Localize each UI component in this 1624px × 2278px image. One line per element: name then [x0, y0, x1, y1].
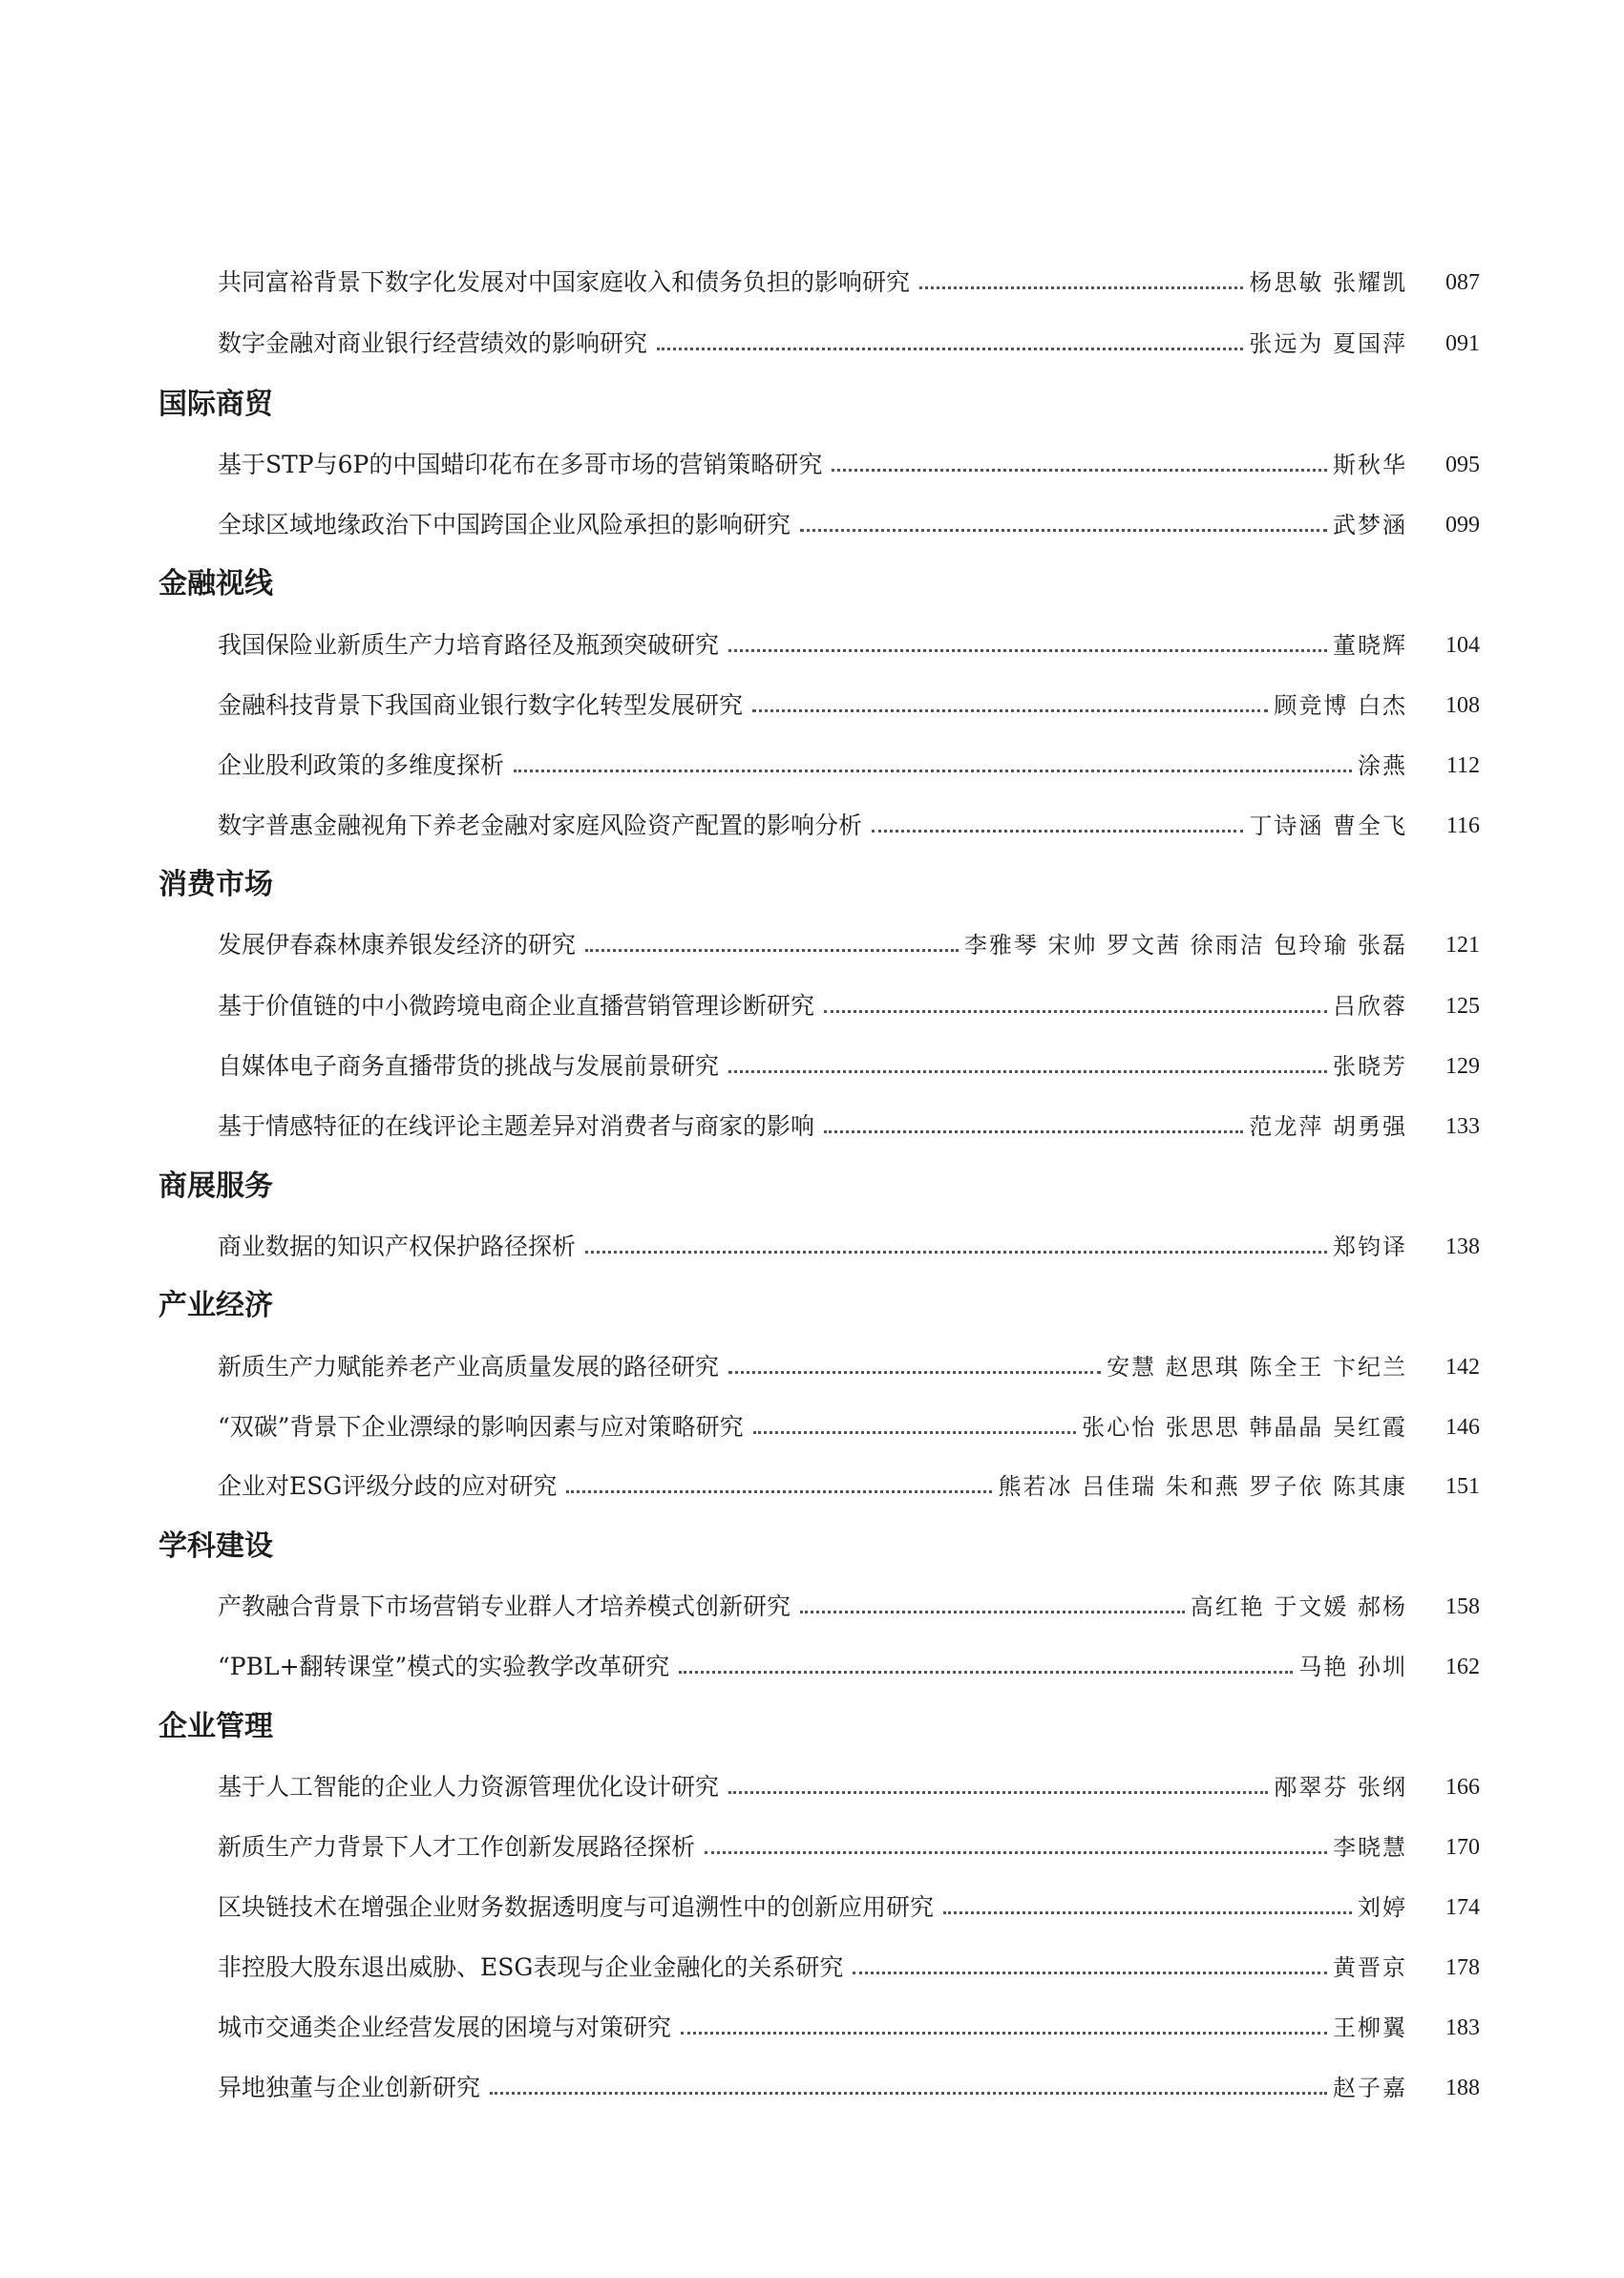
entry-page-number: 183	[1445, 2015, 1480, 2040]
entry-page-number: 162	[1445, 1655, 1480, 1679]
entry-authors: 张晓芳	[1333, 1053, 1407, 1080]
toc-entry[interactable]	[218, 1828, 1480, 1863]
entry-authors: 马艳 孙圳	[1298, 1654, 1407, 1680]
entry-page-number: 188	[1445, 2076, 1480, 2100]
entry-title: 我国保险业新质生产力培育路径及瓶颈突破研究	[218, 631, 720, 659]
entry-page-number: 104	[1445, 633, 1480, 658]
entry-title: 数字金融对商业银行经营绩效的影响研究	[218, 329, 648, 357]
dot-leader	[753, 1431, 1077, 1434]
entry-page-number: 138	[1445, 1234, 1480, 1259]
entry-title: 金融科技背景下我国商业银行数字化转型发展研究	[218, 691, 744, 719]
section-heading: 产业经济	[158, 1289, 273, 1322]
toc-entry[interactable]	[218, 2069, 1480, 2103]
entry-title: 新质生产力背景下人才工作创新发展路径探析	[218, 1833, 696, 1861]
dot-leader	[824, 1130, 1243, 1133]
dot-leader	[585, 1251, 1327, 1254]
section-heading: 企业管理	[158, 1710, 273, 1743]
dot-leader	[490, 2092, 1327, 2095]
entry-authors: 顾竞博 白杰	[1274, 692, 1407, 719]
entry-page-number: 158	[1445, 1594, 1480, 1619]
entry-page-number: 166	[1445, 1775, 1480, 1800]
entry-page-number: 108	[1445, 693, 1480, 718]
entry-authors: 杨思敏 张耀凯	[1249, 269, 1407, 296]
entry-authors: 赵子嘉	[1333, 2075, 1407, 2101]
dot-leader	[824, 1010, 1327, 1013]
entry-authors: 张远为 夏国萍	[1249, 330, 1407, 357]
dot-leader	[943, 1911, 1352, 1914]
toc-entry[interactable]	[218, 1949, 1480, 1983]
entry-title: 基于人工智能的企业人力资源管理优化设计研究	[218, 1773, 720, 1801]
section-heading: 国际商贸	[158, 388, 273, 421]
toc-entry[interactable]	[218, 686, 1480, 721]
entry-title: 产教融合背景下市场营销专业群人才培养模式创新研究	[218, 1592, 791, 1620]
dot-leader	[752, 709, 1268, 712]
entry-title: 企业股利政策的多维度探析	[218, 751, 505, 779]
entry-page-number: 174	[1445, 1895, 1480, 1920]
dot-leader	[728, 1371, 1101, 1374]
dot-leader	[800, 529, 1327, 532]
entry-title: 发展伊春森林康养银发经济的研究	[218, 931, 577, 959]
dot-leader	[728, 1791, 1268, 1794]
entry-authors: 张心怡 张思思 韩晶晶 吴红霞	[1082, 1414, 1407, 1441]
entry-page-number: 091	[1445, 331, 1480, 356]
entry-title: 基于情感特征的在线评论主题差异对消费者与商家的影响	[218, 1112, 815, 1140]
dot-leader	[800, 1611, 1185, 1614]
toc-entry[interactable]	[218, 926, 1480, 960]
toc-entry[interactable]	[218, 626, 1480, 661]
entry-title: 共同富裕背景下数字化发展对中国家庭收入和债务负担的影响研究	[218, 268, 911, 296]
entry-page-number: 099	[1445, 513, 1480, 538]
entry-page-number: 116	[1445, 813, 1480, 838]
toc-entry[interactable]	[218, 1588, 1480, 1622]
toc-entry[interactable]	[218, 807, 1480, 841]
entry-authors: 李雅琴 宋帅 罗文茜 徐雨洁 包玲瑜 张磊	[963, 932, 1407, 959]
entry-title: 新质生产力赋能养老产业高质量发展的路径研究	[218, 1353, 720, 1381]
entry-page-number: 133	[1445, 1114, 1480, 1139]
entry-authors: 高红艳 于文媛 郝杨	[1190, 1593, 1407, 1620]
entry-title: 数字普惠金融视角下养老金融对家庭风险资产配置的影响分析	[218, 812, 863, 839]
entry-title: 全球区域地缘政治下中国跨国企业风险承担的影响研究	[218, 511, 791, 538]
dot-leader	[872, 830, 1243, 833]
entry-page-number: 095	[1445, 453, 1480, 477]
entry-title: “双碳”背景下企业漂绿的影响因素与应对策略研究	[218, 1413, 744, 1441]
section-heading: 商展服务	[158, 1170, 273, 1203]
dot-leader	[853, 1972, 1327, 1974]
entry-page-number: 178	[1445, 1955, 1480, 1980]
entry-authors: 董晓辉	[1333, 632, 1407, 659]
dot-leader	[566, 1490, 992, 1493]
section-heading: 消费市场	[158, 868, 273, 901]
dot-leader	[832, 469, 1327, 472]
toc-entry[interactable]	[218, 1768, 1480, 1803]
dot-leader	[585, 949, 959, 952]
entry-title: 区块链技术在增强企业财务数据透明度与可追溯性中的创新应用研究	[218, 1893, 935, 1921]
toc-entry[interactable]	[218, 1228, 1480, 1262]
entry-page-number: 170	[1445, 1835, 1480, 1860]
dot-leader	[705, 1851, 1327, 1854]
entry-authors: 安慧 赵思琪 陈全王 卞纪兰	[1107, 1354, 1407, 1381]
dot-leader	[681, 2032, 1327, 2035]
dot-leader	[679, 1671, 1293, 1674]
dot-leader	[514, 770, 1352, 772]
toc-entry[interactable]	[218, 264, 1480, 298]
toc-entry[interactable]	[218, 506, 1480, 540]
entry-authors: 丁诗涵 曹全飞	[1249, 812, 1407, 839]
entry-page-number: 125	[1445, 994, 1480, 1019]
toc-entry[interactable]	[218, 1408, 1480, 1443]
entry-authors: 王柳翼	[1333, 2014, 1407, 2041]
entry-authors: 李晓慧	[1333, 1834, 1407, 1861]
toc-entry[interactable]	[218, 446, 1480, 480]
entry-authors: 黄晋京	[1333, 1954, 1407, 1981]
entry-title: 商业数据的知识产权保护路径探析	[218, 1233, 577, 1260]
toc-entry[interactable]	[218, 1047, 1480, 1082]
dot-leader	[919, 286, 1243, 289]
entry-page-number: 112	[1445, 753, 1480, 778]
entry-page-number: 129	[1445, 1054, 1480, 1079]
entry-page-number: 146	[1445, 1415, 1480, 1440]
toc-entry[interactable]	[218, 2009, 1480, 2043]
section-heading: 学科建设	[158, 1529, 273, 1563]
entry-title: 自媒体电子商务直播带货的挑战与发展前景研究	[218, 1052, 720, 1080]
entry-title: 基于价值链的中小微跨境电商企业直播营销管理诊断研究	[218, 992, 815, 1020]
entry-page-number: 121	[1445, 933, 1480, 958]
entry-title: 基于STP与6P的中国蜡印花布在多哥市场的营销策略研究	[218, 451, 823, 478]
toc-entry[interactable]	[218, 1467, 1480, 1502]
entry-title: 非控股大股东退出威胁、ESG表现与企业金融化的关系研究	[218, 1953, 844, 1981]
entry-authors: 吕欣蓉	[1333, 993, 1407, 1020]
toc-entry[interactable]	[218, 1107, 1480, 1142]
entry-authors: 邴翠芬 张纲	[1274, 1774, 1407, 1801]
toc-entry[interactable]	[218, 747, 1480, 781]
entry-page-number: 151	[1445, 1474, 1480, 1499]
entry-title: 异地独董与企业创新研究	[218, 2074, 481, 2101]
dot-leader	[657, 348, 1243, 350]
entry-authors: 熊若冰 吕佳瑞 朱和燕 罗子依 陈其康	[998, 1473, 1407, 1500]
entry-page-number: 087	[1445, 270, 1480, 295]
entry-title: 城市交通类企业经营发展的困境与对策研究	[218, 2014, 672, 2041]
entry-authors: 武梦涵	[1333, 512, 1407, 538]
entry-authors: 范龙萍 胡勇强	[1249, 1113, 1407, 1140]
toc-entry[interactable]	[218, 1888, 1480, 1923]
entry-authors: 涂燕	[1358, 752, 1407, 779]
toc-entry[interactable]	[218, 1648, 1480, 1682]
entry-authors: 斯秋华	[1333, 452, 1407, 478]
entry-title: 企业对ESG评级分歧的应对研究	[218, 1472, 558, 1500]
section-heading: 金融视线	[158, 567, 273, 601]
dot-leader	[728, 649, 1327, 652]
entry-page-number: 142	[1445, 1355, 1480, 1380]
toc-entry[interactable]	[218, 1348, 1480, 1382]
toc-entry[interactable]	[218, 987, 1480, 1022]
entry-title: “PBL+翻转课堂”模式的实验教学改革研究	[218, 1653, 670, 1680]
dot-leader	[728, 1070, 1327, 1073]
toc-entry[interactable]	[218, 325, 1480, 359]
entry-authors: 郑钧译	[1333, 1234, 1407, 1260]
entry-authors: 刘婷	[1358, 1894, 1407, 1921]
